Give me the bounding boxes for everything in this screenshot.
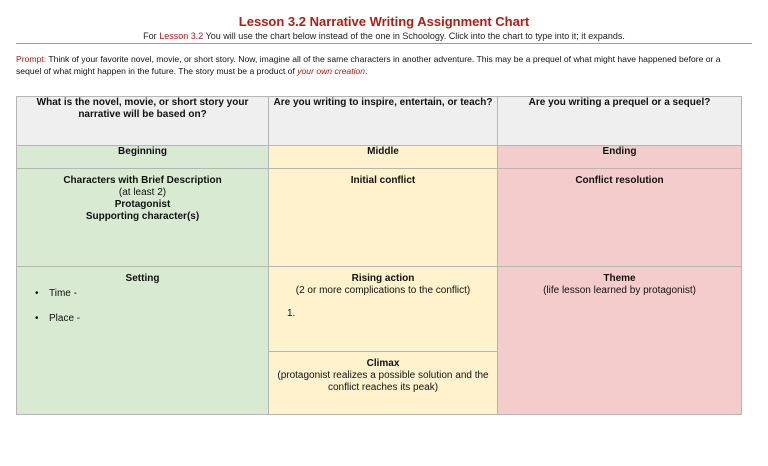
question-prequel-sequel-cell[interactable]: Are you writing a prequel or a sequel?	[498, 97, 742, 146]
prompt-label: Prompt:	[16, 54, 47, 64]
setting-place: • Place -	[35, 312, 268, 325]
rising-action-cell[interactable]	[269, 267, 498, 352]
question-purpose-cell[interactable]: Are you writing to inspire, entertain, or teach?	[269, 97, 498, 146]
characters-cell[interactable]	[17, 169, 269, 267]
setting-title: Setting	[125, 273, 160, 284]
setting-time: • Time -	[35, 287, 268, 300]
section-header-row	[17, 146, 742, 169]
prompt-body: Think of your favorite novel, movie, or short story. Now, imagine all of the same characters in another adventure. This may be a prequel of what might have happened before or a sequel of what might happen in the future. The story must be a product of	[16, 54, 721, 76]
section-ending: Ending	[498, 146, 742, 169]
climax-cell[interactable]	[269, 352, 498, 415]
initial-conflict-cell[interactable]	[269, 169, 498, 267]
section-middle: Middle	[269, 146, 498, 169]
theme-title: Theme	[603, 273, 636, 284]
header-divider	[16, 43, 752, 44]
protagonist-label: Protagonist	[114, 199, 171, 210]
theme-note: (life lesson learned by protagonist)	[543, 285, 696, 296]
climax-title: Climax	[366, 358, 400, 369]
assignment-chart	[16, 96, 742, 415]
rising-action-note: (2 or more complications to the conflict)	[295, 285, 471, 296]
climax-note: (protagonist realizes a possible solution and the conflict reaches its peak)	[277, 370, 489, 393]
characters-note: (at least 2)	[118, 187, 167, 198]
characters-title: Characters with Brief Description	[63, 175, 222, 186]
theme-cell[interactable]	[498, 267, 742, 415]
page-title: Lesson 3.2 Narrative Writing Assignment Chart	[238, 14, 530, 29]
prompt-text	[16, 53, 736, 77]
subtitle	[0, 31, 768, 41]
supporting-label: Supporting character(s)	[85, 211, 200, 222]
conflict-resolution-title: Conflict resolution	[575, 175, 664, 186]
prompt-end: .	[365, 66, 368, 76]
chart-row-1	[17, 169, 742, 267]
initial-conflict-title: Initial conflict	[350, 175, 416, 186]
question-row	[17, 97, 742, 146]
section-beginning: Beginning	[17, 146, 269, 169]
setting-cell[interactable]	[17, 267, 269, 415]
rising-action-item: 1.	[287, 308, 296, 319]
question-source-cell[interactable]: What is the novel, movie, or short story your narrative will be based on?	[17, 97, 269, 146]
prompt-emphasis: your own creation	[297, 66, 366, 76]
subtitle-lesson: Lesson 3.2	[159, 31, 204, 41]
subtitle-instructions: You will use the chart below instead of the one in Schoology. Click into the chart to type into it; it expands.	[205, 31, 625, 41]
setting-list	[35, 287, 268, 325]
chart-row-2	[17, 267, 742, 352]
conflict-resolution-cell[interactable]	[498, 169, 742, 267]
subtitle-prefix: For	[143, 31, 157, 41]
rising-action-title: Rising action	[351, 273, 415, 284]
